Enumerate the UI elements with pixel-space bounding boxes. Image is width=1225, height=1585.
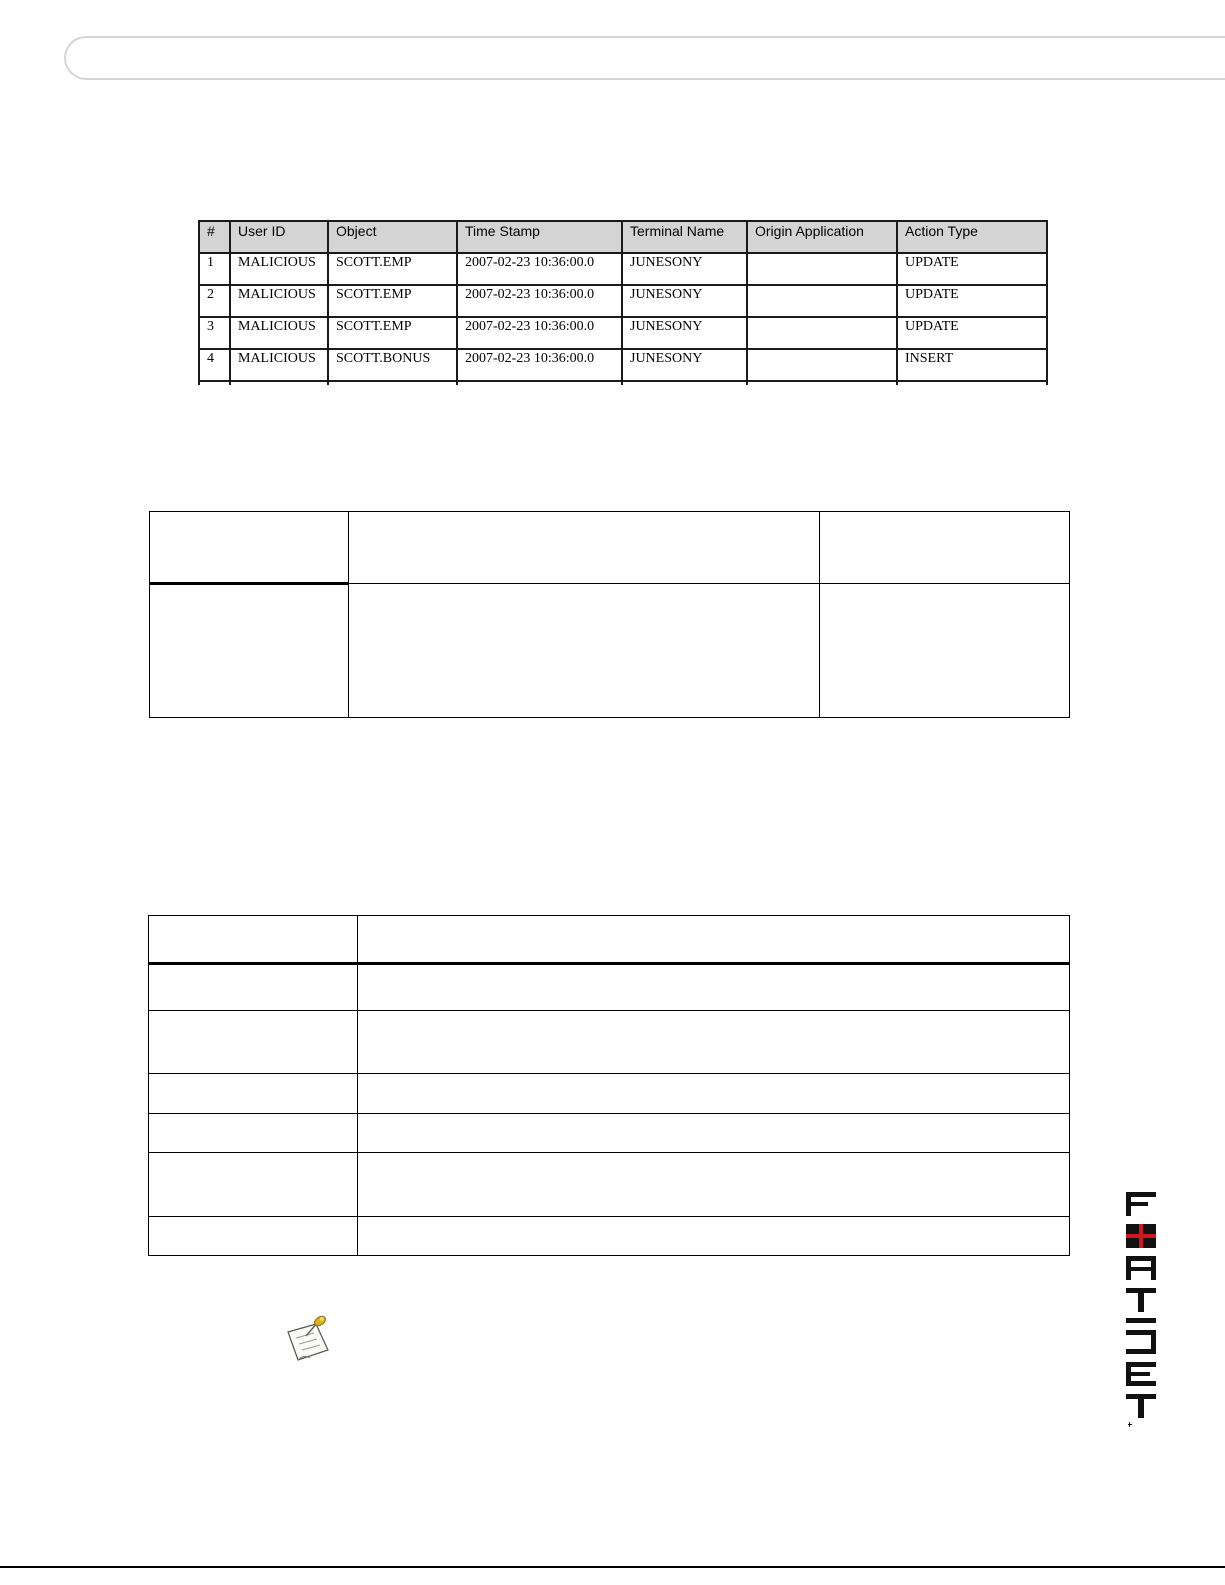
table-row [199, 253, 1047, 285]
column-header-terminal-name: Terminal Name [622, 221, 747, 253]
table-row [199, 285, 1047, 317]
cell-number: 4 [199, 349, 230, 381]
empty-two-column-table [148, 915, 1070, 1256]
cell-object: SCOTT.BONUS [328, 349, 457, 381]
cell-object: SCOTT.EMP [328, 317, 457, 349]
header-rule-thick [149, 962, 1069, 965]
cell-terminal-name: JUNESONY [622, 349, 747, 381]
row-divider [149, 1073, 1069, 1074]
column-header-user-id: User ID [230, 221, 328, 253]
column-header-action-type: Action Type [897, 221, 1047, 253]
cell-number: 1 [199, 253, 230, 285]
cell-number: 2 [199, 285, 230, 317]
row-divider [149, 1216, 1069, 1217]
cell-origin-application [747, 349, 897, 381]
fortinet-logo [1126, 1192, 1156, 1432]
row-divider [149, 1010, 1069, 1011]
table-header-row [199, 221, 1047, 253]
cell-time-stamp: 2007-02-23 10:36:00.0 [457, 285, 622, 317]
cell-terminal-name: JUNESONY [622, 253, 747, 285]
cell-origin-application [747, 253, 897, 285]
column-divider [348, 512, 349, 717]
cell-number: 3 [199, 317, 230, 349]
cell-time-stamp: 2007-02-23 10:36:00.0 [457, 349, 622, 381]
audit-log-table [198, 220, 1048, 385]
column-header-time-stamp: Time Stamp [457, 221, 622, 253]
cell-action-type: UPDATE [897, 285, 1047, 317]
table-row [199, 317, 1047, 349]
cell-time-stamp: 2007-02-23 10:36:00.0 [457, 253, 622, 285]
cell-object: SCOTT.EMP [328, 285, 457, 317]
column-header-object: Object [328, 221, 457, 253]
cell-user-id: MALICIOUS [230, 285, 328, 317]
column-header-origin-application: Origin Application [747, 221, 897, 253]
cell-terminal-name: JUNESONY [622, 285, 747, 317]
page-header-band [64, 36, 1225, 80]
header-rule [348, 583, 1069, 584]
row-divider [149, 1152, 1069, 1153]
cell-user-id: MALICIOUS [230, 317, 328, 349]
cell-origin-application [747, 317, 897, 349]
cell-user-id: MALICIOUS [230, 253, 328, 285]
pushpin-note-icon [284, 1314, 336, 1364]
footer-rule [0, 1566, 1225, 1568]
cell-action-type: INSERT [897, 349, 1047, 381]
cell-action-type: UPDATE [897, 317, 1047, 349]
cell-origin-application [747, 285, 897, 317]
cell-object: SCOTT.EMP [328, 253, 457, 285]
empty-three-column-table [149, 511, 1070, 718]
column-divider [357, 916, 358, 1255]
cell-action-type: UPDATE [897, 253, 1047, 285]
row-divider [149, 1113, 1069, 1114]
column-header-number: # [199, 221, 230, 253]
column-divider [819, 512, 820, 717]
cell-terminal-name: JUNESONY [622, 317, 747, 349]
header-rule-thick [150, 582, 348, 585]
cell-user-id: MALICIOUS [230, 349, 328, 381]
table-row-cutoff [199, 381, 1047, 385]
cell-time-stamp: 2007-02-23 10:36:00.0 [457, 317, 622, 349]
table-row [199, 349, 1047, 381]
